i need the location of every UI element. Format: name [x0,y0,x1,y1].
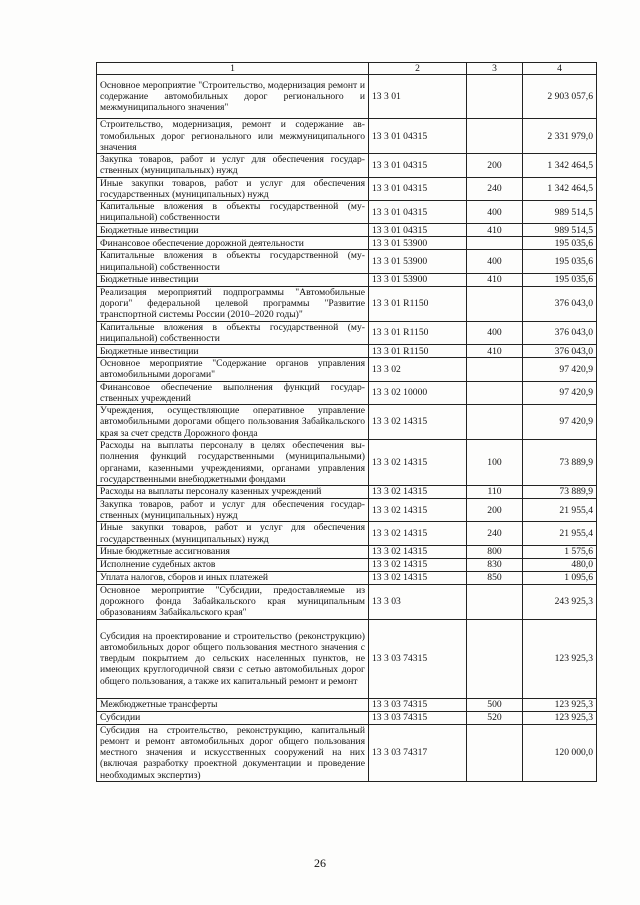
row-code: 13 3 03 74315 [369,711,467,724]
row-name: Закупка товаров, работ и услуг для обеспечения государственных (муниципальных) нужд [97,154,369,177]
table-row [97,698,597,711]
row-name: Уплата налогов, сборов и иных платежей [97,571,369,584]
table-row [97,177,597,200]
row-code: 13 3 01 04315 [369,201,467,224]
column-number: 3 [467,63,523,75]
budget-table [96,62,597,782]
row-code: 13 3 03 74317 [369,724,467,781]
table-row [97,154,597,177]
row-amount: 97 420,9 [523,381,597,404]
row-amount: 376 043,0 [523,345,597,358]
row-expense-type: 240 [467,177,523,200]
table-row [97,345,597,358]
row-name: Субсидии [97,711,369,724]
row-name: Иные закупки товаров, работ и услуг для обеспечения государственных (муниципальных) нужд [97,522,369,545]
row-amount: 195 035,6 [523,250,597,273]
row-code: 13 3 01 R1150 [369,345,467,358]
table-row [97,119,597,154]
row-expense-type: 110 [467,486,523,499]
table-row [97,358,597,381]
row-amount: 195 035,6 [523,273,597,286]
column-number: 4 [523,63,597,75]
row-amount: 376 043,0 [523,321,597,344]
row-name: Межбюджетные трансферты [97,698,369,711]
row-name: Капитальные вложения в объекты государственной (муниципальной) собственности [97,201,369,224]
row-expense-type: 800 [467,545,523,558]
row-expense-type: 410 [467,273,523,286]
table-row [97,711,597,724]
budget-table-body [97,63,597,782]
row-name: Учреждения, осуществляющие оперативное управление автомобильными дорогами общего пользования Забайкальского края за счет средств Дорожного фонда [97,405,369,440]
row-code: 13 3 02 [369,358,467,381]
row-amount: 243 925,3 [523,584,597,619]
table-row [97,321,597,344]
row-name: Основное мероприятие "Содержание органов управления автомобильными дорогами" [97,358,369,381]
table-row [97,724,597,781]
row-code: 13 3 02 14315 [369,571,467,584]
row-code: 13 3 02 14315 [369,545,467,558]
row-amount: 376 043,0 [523,286,597,321]
row-amount: 97 420,9 [523,405,597,440]
row-expense-type: 100 [467,440,523,486]
row-amount: 2 331 979,0 [523,119,597,154]
table-row [97,558,597,571]
page-number: 26 [314,856,326,870]
row-expense-type: 200 [467,154,523,177]
row-name: Бюджетные инвестиции [97,273,369,286]
table-row [97,522,597,545]
row-expense-type: 400 [467,201,523,224]
row-expense-type [467,381,523,404]
row-name: Бюджетные инвестиции [97,345,369,358]
column-number-row [97,63,597,75]
row-expense-type: 500 [467,698,523,711]
row-code: 13 3 02 10000 [369,381,467,404]
row-code: 13 3 02 14315 [369,558,467,571]
column-number: 1 [97,63,369,75]
table-row [97,201,597,224]
table-row [97,224,597,237]
row-code: 13 3 01 53900 [369,273,467,286]
row-name: Исполнение судебных актов [97,558,369,571]
row-amount: 1 095,6 [523,571,597,584]
row-name: Субсидия на проектирование и строительство (реконструкцию) автомобильных дорог общего пользования местного значения с твердым покрытием до сельских населенных пунктов, не имеющих круглогодичной связи с сетью автомобильных дорог общего пользования, а также их капитальный ремонт и ремонт [97,619,369,698]
column-number: 2 [369,63,467,75]
table-row [97,486,597,499]
table-row [97,273,597,286]
row-code: 13 3 03 74315 [369,698,467,711]
row-amount: 195 035,6 [523,237,597,250]
row-amount: 480,0 [523,558,597,571]
row-name: Основное мероприятие "Субсидии, предоставляемые из дорожного фонда Забайкальского края муниципальным образованиям Забайкальского края" [97,584,369,619]
row-name: Иные бюджетные ассигнования [97,545,369,558]
row-code: 13 3 01 R1150 [369,321,467,344]
table-row [97,545,597,558]
row-amount: 1 575,6 [523,545,597,558]
row-code: 13 3 02 14315 [369,405,467,440]
row-name: Бюджетные инвестиции [97,224,369,237]
table-row [97,75,597,119]
table-row [97,619,597,698]
table-row [97,499,597,522]
row-amount: 21 955,4 [523,499,597,522]
row-name: Реализация мероприятий подпрограммы "Автомобильные дороги" федеральной целевой программы "Развитие транспортной системы России (2010–2020 годы)" [97,286,369,321]
row-name: Расходы на выплаты персоналу казенных учреждений [97,486,369,499]
row-name: Субсидия на строительство, реконструкцию, капитальный ремонт и ремонт автомобильных дорог общего пользования местного значения и искусственных сооружений на них (включая разработку проектной документации и проведение необходимых экспертиз) [97,724,369,781]
row-expense-type [467,619,523,698]
table-row [97,405,597,440]
row-expense-type: 520 [467,711,523,724]
row-code: 13 3 02 14315 [369,440,467,486]
table-row [97,237,597,250]
row-expense-type [467,405,523,440]
row-expense-type: 400 [467,321,523,344]
row-amount: 73 889,9 [523,440,597,486]
row-code: 13 3 01 R1150 [369,286,467,321]
row-amount: 989 514,5 [523,201,597,224]
row-code: 13 3 01 04315 [369,119,467,154]
row-code: 13 3 03 74315 [369,619,467,698]
table-row [97,440,597,486]
row-expense-type [467,286,523,321]
row-amount: 97 420,9 [523,358,597,381]
row-name: Капитальные вложения в объекты государственной (муниципальной) собственности [97,321,369,344]
row-amount: 123 925,3 [523,619,597,698]
row-amount: 1 342 464,5 [523,177,597,200]
table-row [97,584,597,619]
row-expense-type: 850 [467,571,523,584]
row-code: 13 3 02 14315 [369,522,467,545]
row-expense-type [467,724,523,781]
row-amount: 989 514,5 [523,224,597,237]
table-row [97,381,597,404]
row-code: 13 3 01 04315 [369,177,467,200]
row-name: Закупка товаров, работ и услуг для обеспечения государственных (муниципальных) нужд [97,499,369,522]
row-name: Расходы на выплаты персоналу в целях обеспечения выполнения функций государственными (муниципальными) органами, казенными учреждениями, органами управления государственными внебюджетными фондами [97,440,369,486]
row-code: 13 3 01 53900 [369,250,467,273]
row-expense-type [467,237,523,250]
row-amount: 120 000,0 [523,724,597,781]
row-amount: 73 889,9 [523,486,597,499]
row-expense-type [467,119,523,154]
row-expense-type: 240 [467,522,523,545]
row-name: Финансовое обеспечение выполнения функций государственных учреждений [97,381,369,404]
row-amount: 21 955,4 [523,522,597,545]
row-name: Капитальные вложения в объекты государственной (муниципальной) собственности [97,250,369,273]
row-expense-type: 830 [467,558,523,571]
row-expense-type [467,584,523,619]
row-expense-type: 400 [467,250,523,273]
row-name: Иные закупки товаров, работ и услуг для обеспечения государственных (муниципальных) нужд [97,177,369,200]
row-name: Финансовое обеспечение дорожной деятельности [97,237,369,250]
row-expense-type: 410 [467,345,523,358]
row-amount: 123 925,3 [523,711,597,724]
row-amount: 1 342 464,5 [523,154,597,177]
row-name: Основное мероприятие "Строительство, модернизация ремонт и содержание автомобильных дорог регионального и межмуниципального значения" [97,75,369,119]
row-amount: 123 925,3 [523,698,597,711]
table-row [97,250,597,273]
row-amount: 2 903 057,6 [523,75,597,119]
row-expense-type: 410 [467,224,523,237]
row-expense-type: 200 [467,499,523,522]
row-name: Строительство, модернизация, ремонт и содержание автомобильных дорог регионального или межмуниципального значения [97,119,369,154]
row-code: 13 3 03 [369,584,467,619]
row-code: 13 3 01 04315 [369,224,467,237]
row-code: 13 3 02 14315 [369,499,467,522]
table-row [97,286,597,321]
row-expense-type [467,75,523,119]
row-code: 13 3 01 [369,75,467,119]
row-code: 13 3 02 14315 [369,486,467,499]
row-code: 13 3 01 04315 [369,154,467,177]
row-code: 13 3 01 53900 [369,237,467,250]
table-row [97,571,597,584]
row-expense-type [467,358,523,381]
